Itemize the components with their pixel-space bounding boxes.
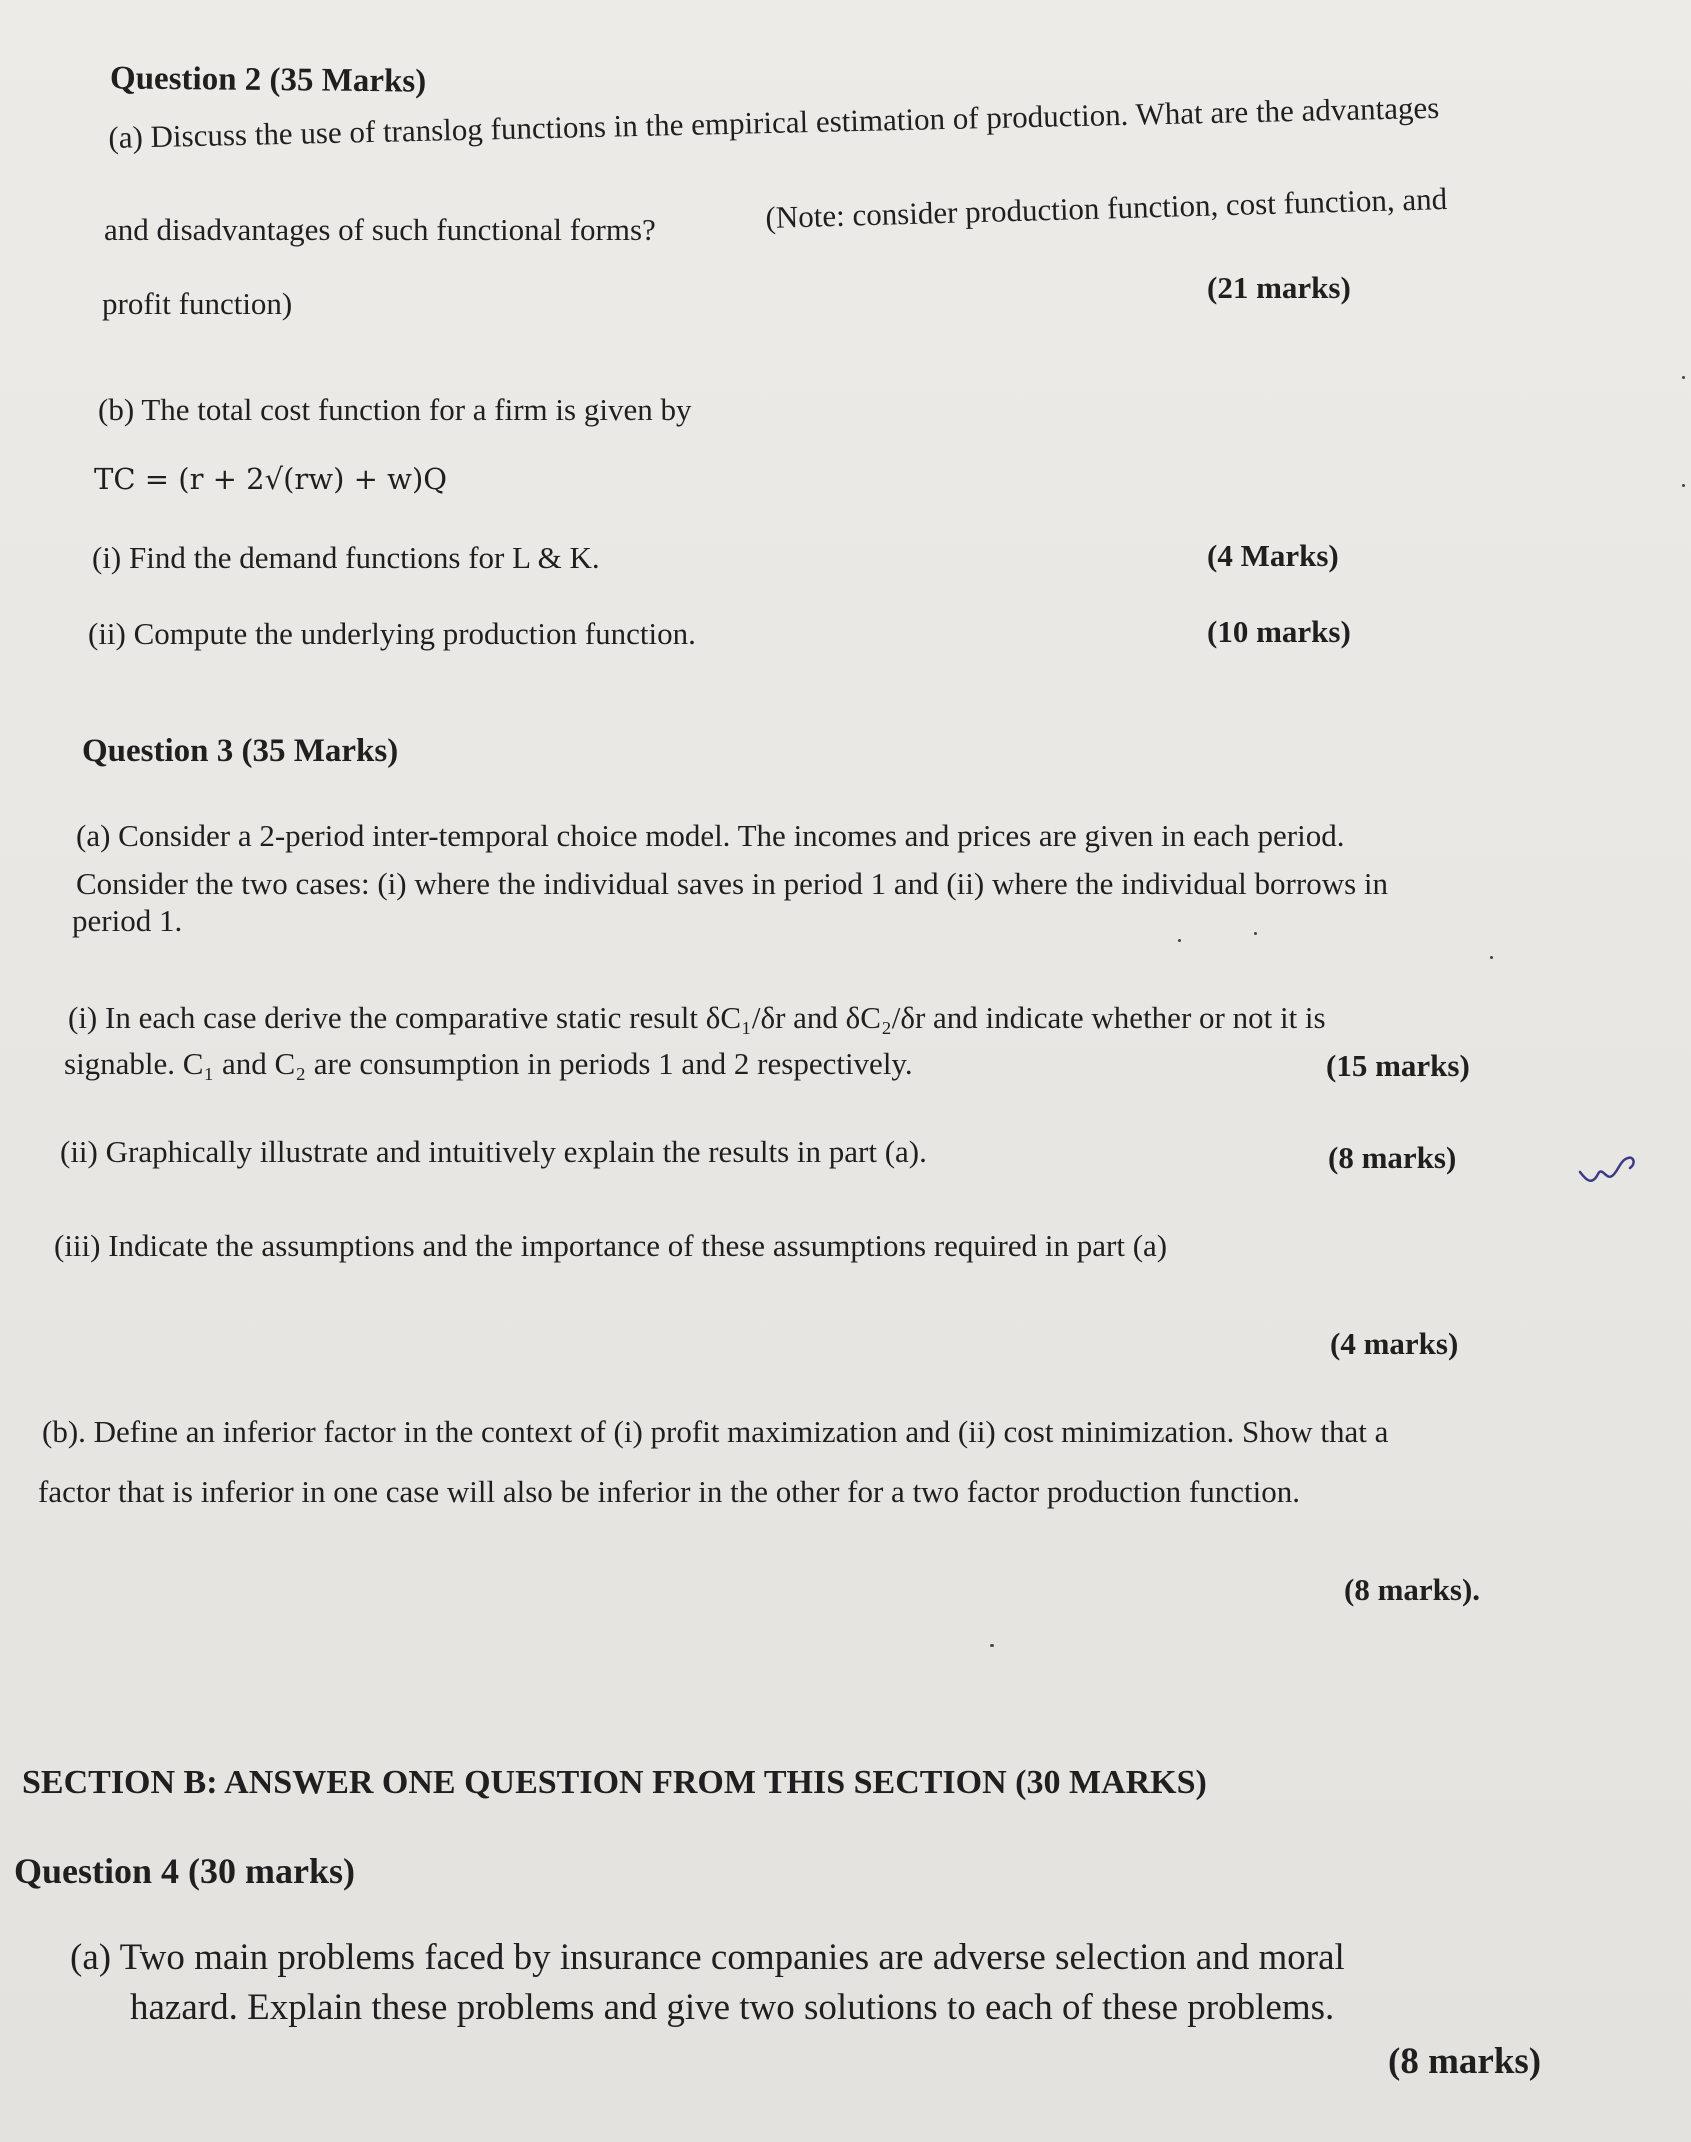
- q3-ii: (ii) Graphically illustrate and intuitively explain the results in part (a).: [60, 1134, 927, 1169]
- q3-iii: (iii) Indicate the assumptions and the importance of these assumptions required in part (a): [54, 1228, 1168, 1263]
- q3b-line-1: (b). Define an inferior factor in the context of (i) profit maximization and (ii) cost minimization. Show that a: [42, 1414, 1389, 1449]
- question-3-heading: Question 3 (35 Marks): [82, 733, 399, 769]
- speck: [1178, 939, 1181, 942]
- q2b-i: (i) Find the demand functions for L & K.: [92, 540, 600, 575]
- speck: [990, 1644, 994, 1647]
- q3a-line-2: Consider the two cases: (i) where the individual saves in period 1 and (ii) where the individual borrows in: [76, 866, 1389, 901]
- speck: [1682, 484, 1685, 487]
- speck: [1490, 956, 1493, 959]
- speck: [1254, 932, 1257, 935]
- q2b-equation: TC = (r + 2√(rw) + w)Q: [94, 462, 448, 496]
- q2a-line-2-left: and disadvantages of such functional forms?: [104, 212, 656, 247]
- q2a-marks: (21 marks): [1207, 270, 1351, 305]
- section-b-heading: SECTION B: ANSWER ONE QUESTION FROM THIS SECTION (30 MARKS): [22, 1764, 1207, 1801]
- q3a-line-1: (a) Consider a 2-period inter-temporal choice model. The incomes and prices are given in each period.: [76, 818, 1345, 853]
- q3-i-line-1: (i) In each case derive the comparative static result δC₁/δr and δC₂/δr and indicate whether or not it is: [68, 1000, 1326, 1035]
- q2b-ii-marks: (10 marks): [1207, 614, 1351, 649]
- q3a-line-3: period 1.: [72, 903, 183, 938]
- q2b-intro: (b) The total cost function for a firm is given by: [98, 392, 692, 427]
- q3-iii-marks: (4 marks): [1330, 1326, 1459, 1361]
- q2b-ii: (ii) Compute the underlying production function.: [88, 616, 696, 651]
- q2a-line-3: profit function): [102, 286, 293, 321]
- q4a-marks: (8 marks): [1388, 2041, 1542, 2082]
- question-2-heading: Question 2 (35 Marks): [109, 60, 427, 100]
- handwritten-squiggle-icon: [1578, 1150, 1638, 1190]
- q4a-line-2: hazard. Explain these problems and give two solutions to each of these problems.: [130, 1987, 1335, 2028]
- q3-ii-marks: (8 marks): [1328, 1140, 1457, 1175]
- q3b-line-2: factor that is inferior in one case will also be inferior in the other for a two factor production function.: [38, 1474, 1300, 1509]
- q2a-line-2-note: (Note: consider production function, cost function, and: [765, 180, 1448, 235]
- question-4-heading: Question 4 (30 marks): [14, 1851, 355, 1891]
- q2a-line-1: (a) Discuss the use of translog functions in the empirical estimation of production. What are the advantages: [108, 89, 1440, 155]
- q2b-i-marks: (4 Marks): [1207, 538, 1339, 573]
- speck: [1682, 376, 1685, 379]
- q3-i-line-2: signable. C₁ and C₂ are consumption in periods 1 and 2 respectively.: [64, 1046, 913, 1081]
- q4a-line-1: (a) Two main problems faced by insurance companies are adverse selection and moral: [70, 1937, 1345, 1978]
- q3-i-marks: (15 marks): [1326, 1048, 1470, 1083]
- q3b-marks: (8 marks).: [1344, 1572, 1481, 1607]
